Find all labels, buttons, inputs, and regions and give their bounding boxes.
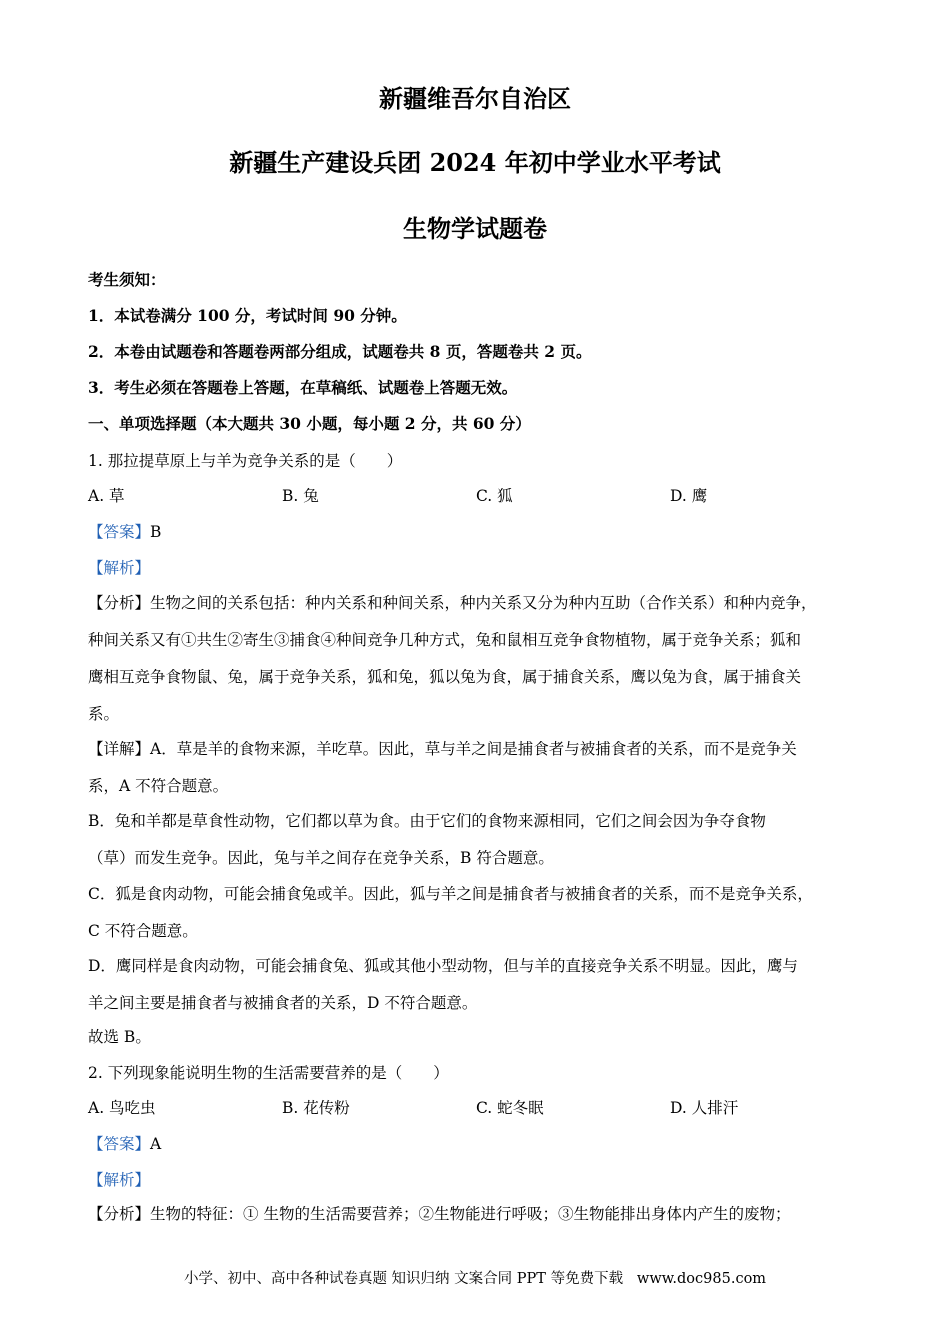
footer-text: 小学、初中、高中各种试卷真题 知识归纳 文案合同 PPT 等免费下载 [183,1271,624,1287]
q1-fenxi-line-1 [88,592,817,614]
q1-answer-tag: 【答案】 [88,523,151,541]
q2-analysis-tag: 【解析】 [88,1171,151,1189]
title-subject: 生物学试题卷 [403,214,547,243]
q2-option-a: A. 鸟吃虫 [88,1099,156,1117]
title-region: 新疆维吾尔自治区 [379,84,571,113]
page-footer [0,1268,950,1290]
q1-xiangjie-line-4: （草）而发生竞争。因此，兔与羊之间存在竞争关系，B 符合题意。 [88,849,554,867]
q2-answer [88,1133,161,1155]
section-heading: 一、单项选择题（本大题共 30 小题，每小题 2 分，共 60 分） [88,414,531,433]
q1-xiangjie-line-1 [88,738,797,760]
q1-xiangjie-line-3: B．兔和羊都是草食性动物，它们都以草为食。由于它们的食物来源相同，它们之间会因为争夺食物 [88,812,766,830]
title-exam: 新疆生产建设兵团 2024 年初中学业水平考试 [229,148,721,177]
q1-xiangjie-line-6: C 不符合题意。 [88,922,198,940]
q1-option-b: B. 兔 [282,487,319,505]
q1-fenxi-line-3: 鹰相互竞争食物鼠、兔，属于竞争关系，狐和兔，狐以兔为食，属于捕食关系，鹰以兔为食，属于捕食关 [88,668,802,686]
q2-fenxi-tag: 【分析】 [88,1205,151,1223]
footer-url[interactable]: www.doc985.com [636,1271,767,1287]
q1-fenxi-line-2: 种间关系又有①共生②寄生③捕食④种间竞争几种方式，兔和鼠相互竞争食物植物，属于竞争关系；狐和 [88,631,802,649]
notice-item-3: 3．考生必须在答题卷上答题，在草稿纸、试题卷上答题无效。 [88,378,518,397]
q1-fenxi-tag: 【分析】 [88,594,151,612]
q2-fenxi-line-1 [88,1203,790,1225]
notice-heading: 考生须知： [88,270,166,289]
q2-option-b: B. 花传粉 [282,1099,350,1117]
q1-option-d: D. 鹰 [670,487,708,505]
notice-item-1: 1．本试卷满分 100 分，考试时间 90 分钟。 [88,306,407,325]
q2-fenxi-text-1: 生物的特征：① 生物的生活需要营养；②生物能进行呼吸；③生物能排出身体内产生的废物； [150,1205,791,1223]
q1-fenxi-line-4: 系。 [88,705,120,723]
q1-analysis-tag: 【解析】 [88,559,151,577]
q1-xiangjie-line-7: D．鹰同样是食肉动物，可能会捕食兔、狐或其他小型动物，但与羊的直接竞争关系不明显。因此，鹰与 [88,957,798,975]
q1-option-a: A. 草 [88,487,125,505]
q2-stem: 2. 下列现象能说明生物的生活需要营养的是（ ） [88,1064,449,1082]
q1-option-c: C. 狐 [476,487,513,505]
q1-xiangjie-line-9: 故选 B。 [88,1028,151,1046]
q1-xiangjie-line-8: 羊之间主要是捕食者与被捕食者的关系，D 不符合题意。 [88,994,478,1012]
q1-answer [88,521,161,543]
q1-stem: 1. 那拉提草原上与羊为竞争关系的是（ ） [88,452,403,470]
notice-item-2: 2．本卷由试题卷和答题卷两部分组成，试题卷共 8 页，答题卷共 2 页。 [88,342,592,361]
q2-option-d: D. 人排汗 [670,1099,739,1117]
q1-xiangjie-line-5: C．狐是食肉动物，可能会捕食兔或羊。因此，狐与羊之间是捕食者与被捕食者的关系，而不是竞争关系， [88,885,813,903]
q1-xiangjie-text-1: A．草是羊的食物来源，羊吃草。因此，草与羊之间是捕食者与被捕食者的关系，而不是竞争关 [150,740,797,758]
q1-fenxi-text-1: 生物之间的关系包括：种内关系和种间关系，种内关系又分为种内互助（合作关系）和种内竞争， [150,594,817,612]
q1-xiangjie-line-2: 系，A 不符合题意。 [88,777,229,795]
q1-answer-value: B [150,523,162,541]
q2-answer-tag: 【答案】 [88,1135,151,1153]
q1-xiangjie-tag: 【详解】 [88,740,151,758]
q2-answer-value: A [150,1135,162,1153]
q2-option-c: C. 蛇冬眠 [476,1099,544,1117]
